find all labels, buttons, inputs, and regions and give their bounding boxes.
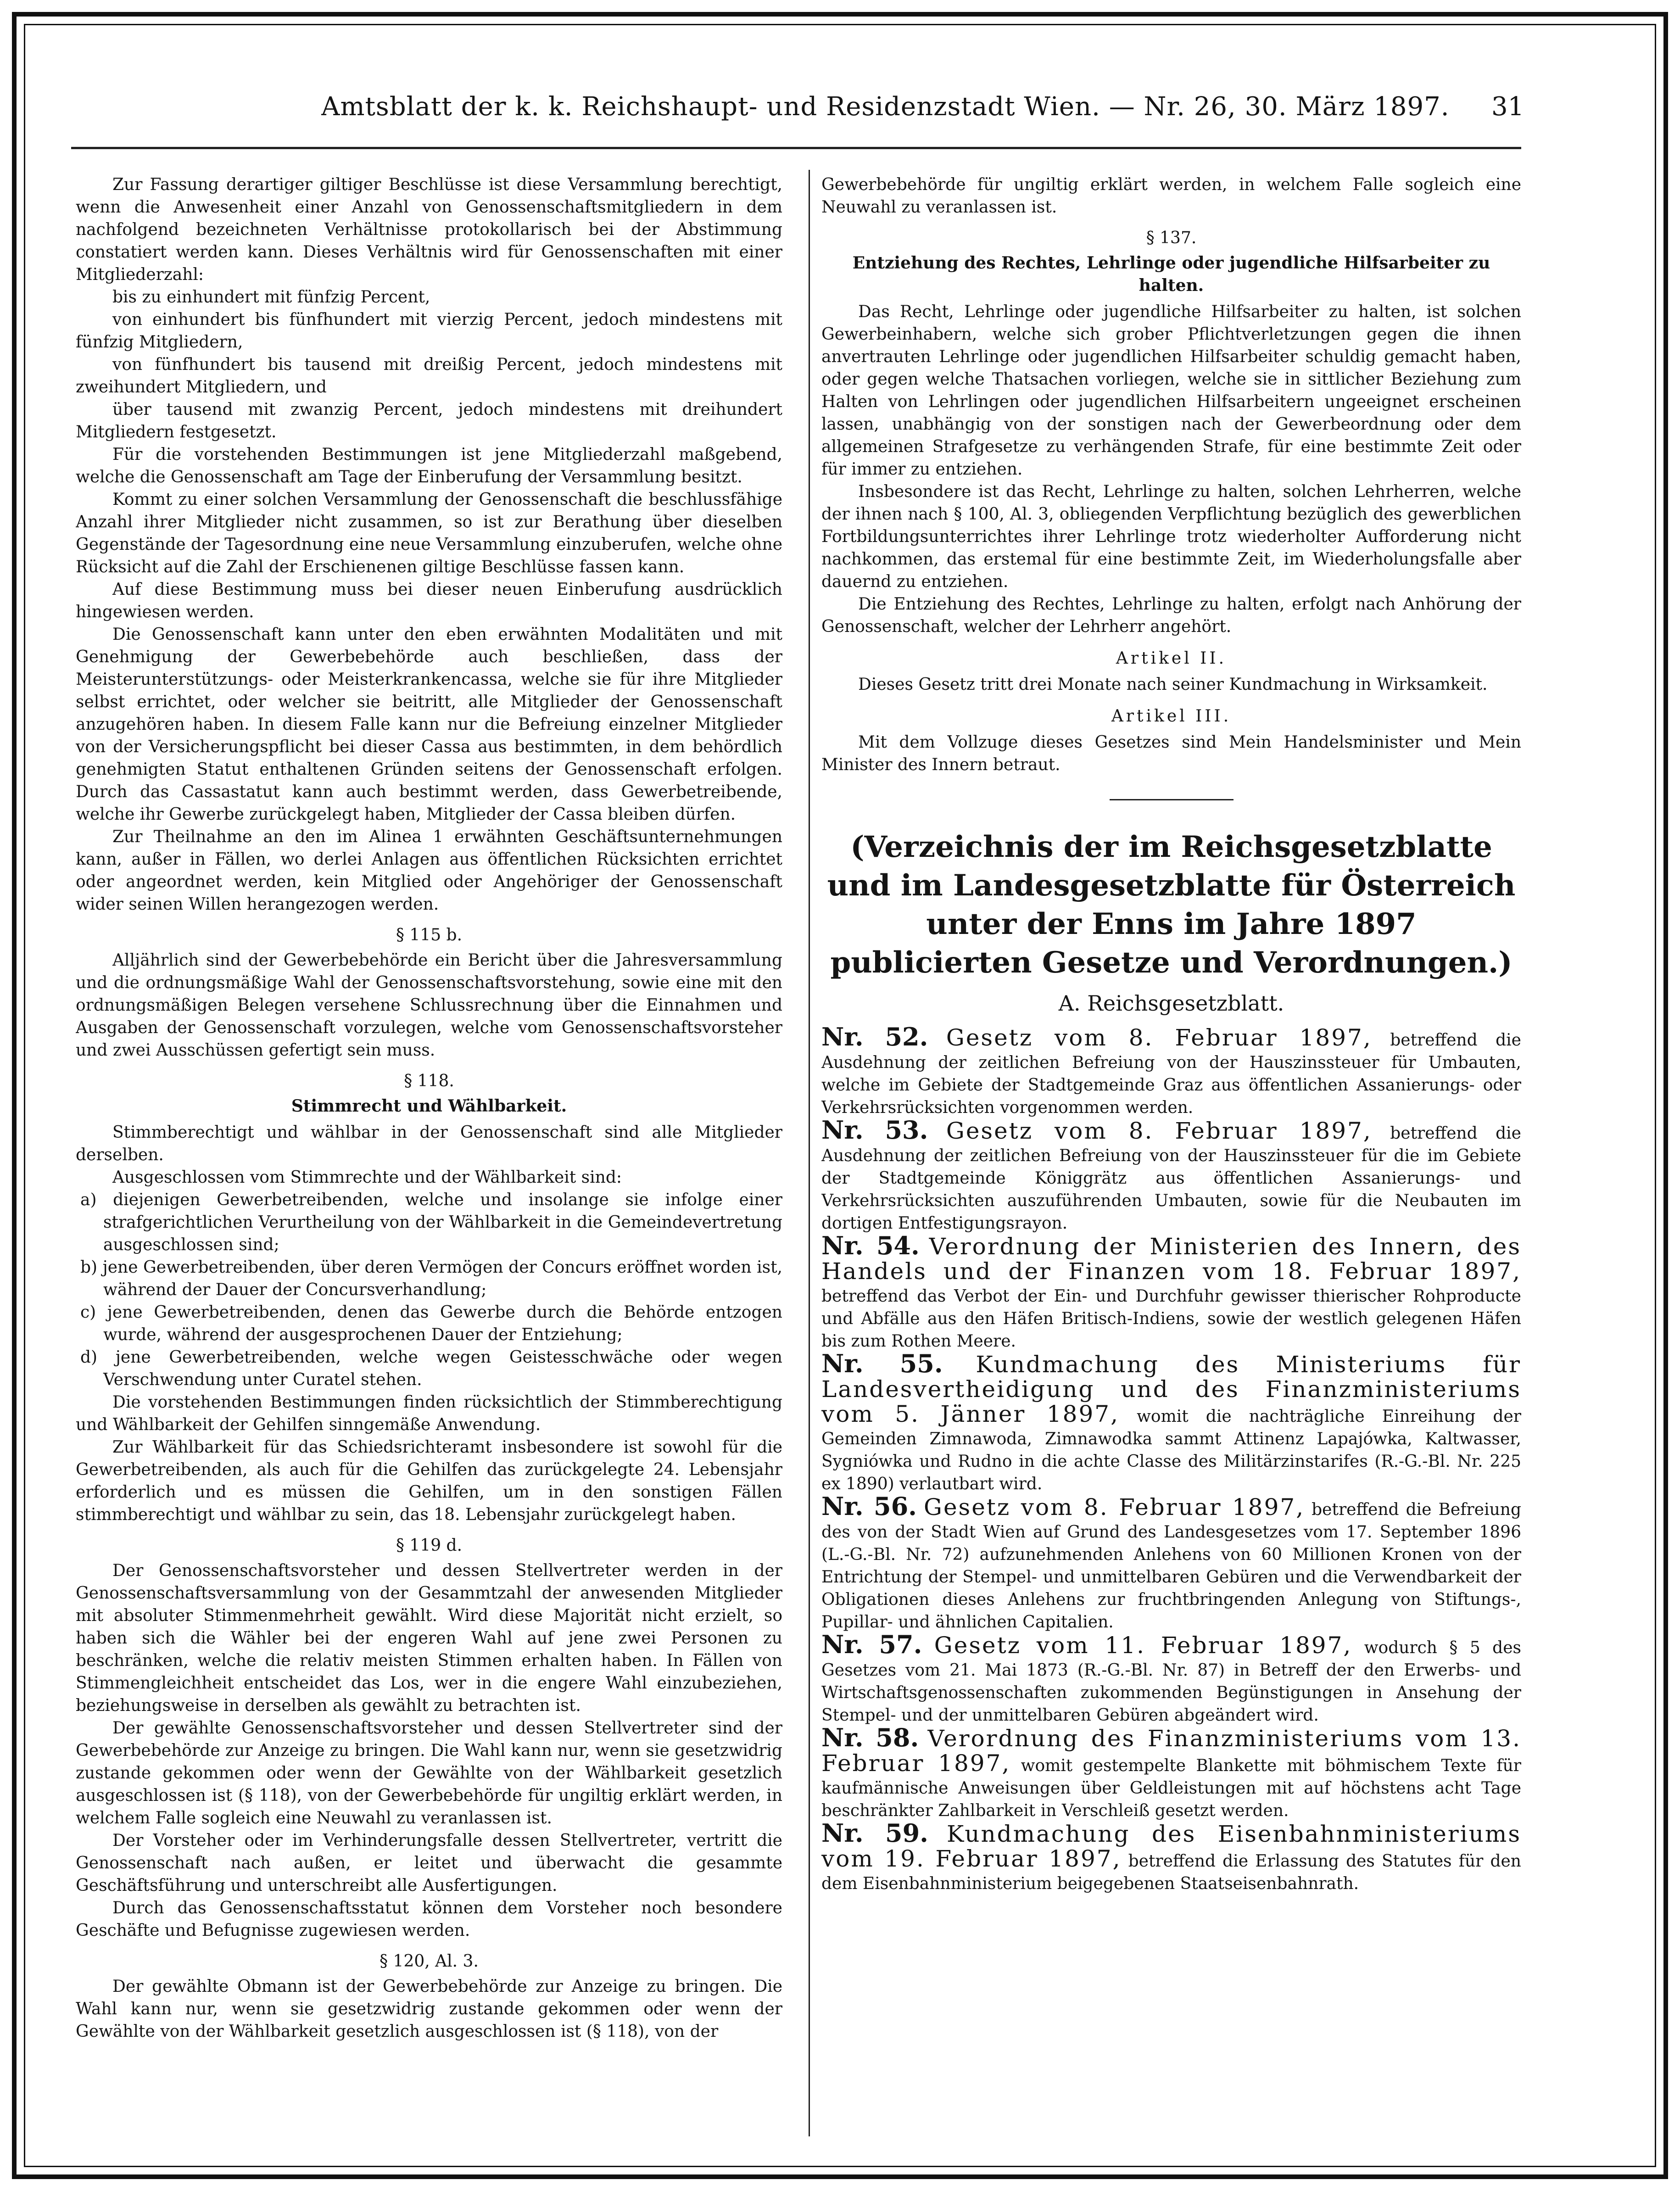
list-item	[821, 1115, 1521, 1235]
paragraph: Zur Wählbarkeit für das Schiedsrichteramt insbesondere ist sowohl für die Gewerbetreibenden, als auch für die Gehilfen das zurückgelegte 24. Lebensjahr erforderlich und es müssen die Gehilfen, um in den sonstigen Fällen stimmberechtigt und wählbar zu sein, das 18. Lebensjahr zurückgelegt haben.	[76, 1438, 782, 1524]
entry-number: Nr. 58.	[821, 1723, 919, 1752]
register-subheading: A. Reichsgesetzblatt.	[1058, 991, 1284, 1016]
entry-text: betreffend die Befreiung des von der Stadt Wien auf Grund des Landesgesetzes vom 17. September 1896 (L.-G.-Bl. Nr. 72) aufzunehmenden Anlehens von 60 Millionen Kronen von der Entrichtung der Stempel- und unmittelbaren Gebüren und die Verwendbarkeit der Obligationen dieses Anlehens zur fruchtbringenden Anlegung von Stiftungs-, Pupillar- und ähnlichen Capitalien.	[821, 1500, 1521, 1632]
entry-lead: Gesetz vom 8. Februar 1897,	[924, 1494, 1305, 1520]
paragraph: Auf diese Bestimmung muss bei dieser neuen Einberufung ausdrücklich hingewiesen werden.	[76, 580, 782, 621]
paragraph: Gewerbebehörde für ungiltig erklärt werden, in welchem Falle sogleich eine Neuwahl zu veranlassen ist.	[821, 175, 1521, 217]
section-heading-120: § 120, Al. 3.	[380, 1952, 479, 1971]
section-heading-118: § 118.	[404, 1072, 454, 1090]
entry-text: betreffend die Ausdehnung der zeitlichen Befreiung von der Hauszinssteuer für Umbauten, welche im Gebiete der Stadtgemeinde Graz aus öffentlichen Assanierungs- oder Verkehrsrücksichten vorgenommen werden.	[821, 1031, 1521, 1117]
list-item: bis zu einhundert mit fünfzig Percent,	[112, 288, 430, 307]
entry-text: wodurch § 5 des Gesetzes vom 21. Mai 1873 (R.-G.-Bl. Nr. 87) in Betreff der den Erwerbs- und Wirtschaftsgenossenschaften zukommenden Begünstigungen in Ansehung der Stempel- und der unmittelbaren Gebüren abgeändert wird.	[821, 1638, 1521, 1725]
paragraph: Die Genossenschaft kann unter den eben erwähnten Modalitäten und mit Genehmigung der Gewerbebehörde auch beschließen, dass der Meisterunterstützungs- oder Meisterkrankencassa, welche sie für ihre Mitglieder selbst errichtet, oder welcher sie beitritt, alle Mitglieder der Genossenschaft anzugehören haben. In diesem Falle kann nur die Befreiung einzelner Mitglieder von der Versicherungspflicht bei dieser Cassa aus bestimmten, in dem behördlich genehmigten Statut enthaltenen Gründen seitens der Genossenschaft erfolgen. Durch das Cassastatut kann auch bestimmt werden, dass Gewerbetreibende, welche ihr Gewerbe zurückgelegt haben, Mitglieder der Cassa bleiben dürfen.	[76, 625, 782, 824]
paragraph: Zur Theilnahme an den im Alinea 1 erwähnten Geschäftsunternehmungen kann, außer in Fällen, wo derlei Anlagen aus öffentlichen Rücksichten errichtet oder angeordnet werden, kein Mitglied oder Angehöriger der Genossenschaft wider seinen Willen herangezogen werden.	[76, 827, 782, 914]
paragraph: Der gewählte Genossenschaftsvorsteher und dessen Stellvertreter sind der Gewerbebehörde zur Anzeige zu bringen. Die Wahl kann nur, wenn sie gesetzwidrig zustande gekommen oder wenn der Gewählte von der Wählbarkeit gesetzlich ausgeschlossen ist (§ 118), von der Gewerbebehörde für ungiltig erklärt werden, in welchem Falle sogleich eine Neuwahl zu veranlassen ist.	[76, 1719, 782, 1828]
entry-lead: Kundmachung des Ministeriums für Landesvertheidigung und des Finanzministeriums vom 5. Jänner 1897,	[821, 1351, 1521, 1427]
article-heading-3: Artikel III.	[1111, 707, 1232, 726]
paragraph: Mit dem Vollzuge dieses Gesetzes sind Mein Handelsminister und Mein Minister des Innern betraut.	[821, 733, 1521, 774]
entry-lead: Verordnung des Finanzministeriums vom 13. Februar 1897,	[821, 1725, 1521, 1777]
list-item	[821, 1492, 1521, 1633]
entry-number: Nr. 59.	[821, 1818, 928, 1848]
list-item	[821, 1022, 1521, 1119]
list-item	[821, 1630, 1521, 1727]
entry-text: womit gestempelte Blankette mit böhmischem Texte für kaufmännische Anweisungen über Geldleistungen mit auf höchstens acht Tage beschränkter Zahlbarkeit in Verschleiß gesetzt werden.	[821, 1756, 1521, 1820]
paragraph: Alljährlich sind der Gewerbebehörde ein Bericht über die Jahresversammlung und die ordnungsmäßige Wahl der Genossenschaftsvorstehung, sowie eine mit den ordnungsmäßigen Belegen versehene Schlussrechnung über die Einnahmen und Ausgaben der Genossenschaft vorzulegen, welche vom Genossenschaftsvorsteher und zwei Ausschüssen gefertigt sein muss.	[76, 951, 782, 1060]
entry-lead: Gesetz vom 8. Februar 1897,	[946, 1024, 1372, 1051]
entry-text: womit die nachträgliche Einreihung der Gemeinden Zimnawoda, Zimnawodka sammt Attinenz Lapajówka, Kaltwasser, Sygniówka und Rudno in die achte Classe des Militärzinstarifes (R.-G.-Bl. Nr. 225 ex 1890) verlautbart wird.	[821, 1407, 1521, 1493]
entry-number: Nr. 52.	[821, 1022, 928, 1051]
paragraph: Die vorstehenden Bestimmungen finden rücksichtlich der Stimmberechtigung und Wählbarkeit der Gehilfen sinngemäße Anwendung.	[76, 1393, 782, 1434]
entry-number: Nr. 53.	[821, 1115, 928, 1145]
list-item	[821, 1818, 1521, 1895]
list-item: über tausend mit zwanzig Percent, jedoch mindestens mit dreihundert Mitgliedern festgesetzt.	[76, 400, 782, 442]
column-divider	[809, 170, 810, 2136]
list-item: von fünfhundert bis tausend mit dreißig Percent, jedoch mindestens mit zweihundert Mitgliedern, und	[76, 355, 782, 397]
section-subheading: Stimmrecht und Wählbarkeit.	[291, 1096, 567, 1116]
register-title: (Verzeichnis der im Reichsgesetzblatte und im Landesgesetzblatte für Österreich unter der Enns im Jahre 1897 publicierten Gesetze und Verordnungen.)	[827, 830, 1516, 980]
section-heading-137: § 137.	[1146, 229, 1197, 247]
list-item	[821, 1231, 1521, 1353]
page-number: 31	[1491, 92, 1524, 122]
entry-lead: Kundmachung des Eisenbahnministeriums vom 19. Februar 1897,	[821, 1821, 1521, 1872]
entry-text: betreffend die Ausdehnung der zeitlichen Befreiung von der Hauszinssteuer für die im Gebiete der Stadtgemeinde Königgrätz aus öffentlichen Assanierungs- und Verkehrsrücksichten auszuführenden Umbauten, sowie für die Neubauten im dortigen Entfestigungsrayon.	[821, 1124, 1521, 1233]
list-item: a) diejenigen Gewerbetreibenden, welche und insolange sie infolge einer strafgerichtlichen Verurtheilung von der Wählbarkeit in die Gemeindevertretung ausgeschlossen sind;	[80, 1191, 782, 1254]
section-subheading: Entziehung des Rechtes, Lehrlinge oder jugendliche Hilfsarbeiter zu halten.	[852, 253, 1490, 295]
left-column	[76, 173, 782, 2147]
list-item: c) jene Gewerbetreibenden, denen das Gewerbe durch die Behörde entzogen wurde, während der ausgesprochenen Dauer der Entziehung;	[80, 1303, 782, 1344]
paragraph: Stimmberechtigt und wählbar in der Genossenschaft sind alle Mitglieder derselben.	[76, 1123, 782, 1164]
running-header: Amtsblatt der k. k. Reichshaupt- und Residenzstadt Wien. — Nr. 26, 30. März 1897.	[321, 92, 1450, 122]
paragraph: Dieses Gesetz tritt drei Monate nach seiner Kundmachung in Wirksamkeit.	[858, 675, 1488, 694]
list-item	[821, 1723, 1521, 1822]
entry-lead: Gesetz vom 11. Februar 1897,	[934, 1632, 1352, 1659]
entry-number: Nr. 56.	[821, 1492, 917, 1521]
section-heading-119d: § 119 d.	[396, 1536, 463, 1555]
paragraph: Kommt zu einer solchen Versammlung der Genossenschaft die beschlussfähige Anzahl ihrer Mitglieder nicht zusammen, so ist zur Berathung über dieselben Gegenstände der Tagesordnung eine neue Versammlung einzuberufen, welche ohne Rücksicht auf die Zahl der Erschienenen giltige Beschlüsse fassen kann.	[76, 490, 782, 576]
paragraph: Zur Fassung derartiger giltiger Beschlüsse ist diese Versammlung berechtigt, wenn die Anwesenheit einer Anzahl von Genossenschaftsmitgliedern in dem nachfolgend bezeichneten Verhältnisse protokollarisch bei der Abstimmung constatiert werden kann. Dieses Verhältnis wird für Genossenschaften mit einer Mitgliederzahl:	[76, 175, 782, 284]
paragraph: Durch das Genossenschaftsstatut können dem Vorsteher noch besondere Geschäfte und Befugnisse zugewiesen werden.	[76, 1899, 782, 1940]
entry-number: Nr. 54.	[821, 1231, 920, 1260]
entry-number: Nr. 55.	[821, 1349, 943, 1378]
paragraph: Der gewählte Obmann ist der Gewerbebehörde zur Anzeige zu bringen. Die Wahl kann nur, wenn sie gesetzwidrig zustande gekommen oder wenn der Gewählte von der Wählbarkeit gesetzlich ausgeschlossen ist (§ 118), von der	[76, 1977, 782, 2041]
section-heading-115b: § 115 b.	[396, 926, 463, 945]
paragraph: Der Vorsteher oder im Verhinderungsfalle dessen Stellvertreter, vertritt die Genossenschaft nach außen, er leitet und überwacht die gesammte Geschäftsführung und unterschreibt alle Ausfertigungen.	[76, 1831, 782, 1895]
entry-text: betreffend das Verbot der Ein- und Durchfuhr gewisser thierischer Rohproducte und Abfälle aus den Häfen Britisch-Indiens, sowie der westlich gelegenen Häfen bis zum Rothen Meere.	[821, 1287, 1521, 1351]
header-rule	[71, 147, 1521, 149]
article-heading-2: Artikel II.	[1116, 649, 1227, 668]
list-item: b) jene Gewerbetreibenden, über deren Vermögen der Concurs eröffnet worden ist, während der Dauer der Concursverhandlung;	[80, 1258, 782, 1299]
right-column	[821, 173, 1521, 2147]
list-item	[821, 1349, 1521, 1495]
list-item: d) jene Gewerbetreibenden, welche wegen Geistesschwäche oder wegen Verschwendung unter Curatel stehen.	[80, 1348, 782, 1389]
paragraph: Für die vorstehenden Bestimmungen ist jene Mitgliederzahl maßgebend, welche die Genossenschaft am Tage der Einberufung der Versammlung besitzt.	[76, 445, 782, 486]
entry-text: betreffend die Erlassung des Statutes für den dem Eisenbahnministerium beigegebenen Staatseisenbahnrath.	[821, 1852, 1521, 1893]
entry-lead: Verordnung der Ministerien des Innern, des Handels und der Finanzen vom 18. Februar 1897,	[821, 1233, 1521, 1285]
paragraph: Das Recht, Lehrlinge oder jugendliche Hilfsarbeiter zu halten, ist solchen Gewerbeinhabern, welche sich grober Pflichtverletzungen gegen die ihnen anvertrauten Lehrlinge oder jugendlichen Hilfsarbeiter schuldig gemacht haben, oder gegen welche Thatsachen vorliegen, welche sie in sittlicher Beziehung zum Halten von Lehrlingen oder jugendlichen Hilfsarbeitern ungeeignet erscheinen lassen, unabhängig von der sonstigen nach der Gewerbeordnung oder dem allgemeinen Strafgesetze zu verhängenden Strafe, für eine bestimmte Zeit oder für immer zu entziehen.	[821, 302, 1521, 479]
entry-number: Nr. 57.	[821, 1630, 922, 1659]
section-separator	[1110, 799, 1233, 800]
paragraph: Ausgeschlossen vom Stimmrechte und der Wählbarkeit sind:	[112, 1168, 622, 1187]
list-item: von einhundert bis fünfhundert mit vierzig Percent, jedoch mindestens mit fünfzig Mitgliedern,	[76, 310, 782, 352]
paragraph: Der Genossenschaftsvorsteher und dessen Stellvertreter werden in der Genossenschaftsversammlung von der Gesammtzahl der anwesenden Mitglieder mit absoluter Stimmenmehrheit gewählt. Wird diese Majorität nicht erzielt, so haben sich die Wähler bei der engeren Wahl auf jene zwei Personen zu beschränken, welche die relativ meisten Stimmen erhalten haben. In Fällen von Stimmengleichheit entscheidet das Los, wer in die engere Wahl einzubeziehen, beziehungsweise in derselben als gewählt zu betrachten ist.	[76, 1561, 782, 1715]
entry-lead: Gesetz vom 8. Februar 1897,	[946, 1118, 1372, 1144]
paragraph: Insbesondere ist das Recht, Lehrlinge zu halten, solchen Lehrherren, welche der ihnen nach § 100, Al. 3, obliegenden Verpflichtung bezüglich des gewerblichen Fortbildungsunterrichtes ihrer Lehrlinge trotz wiederholter Aufforderung nicht nachkommen, das erstemal für eine bestimmte Zeit, im Wiederholungsfalle aber dauernd zu entziehen.	[821, 482, 1521, 591]
paragraph: Die Entziehung des Rechtes, Lehrlinge zu halten, erfolgt nach Anhörung der Genossenschaft, welcher der Lehrherr angehört.	[821, 595, 1521, 636]
